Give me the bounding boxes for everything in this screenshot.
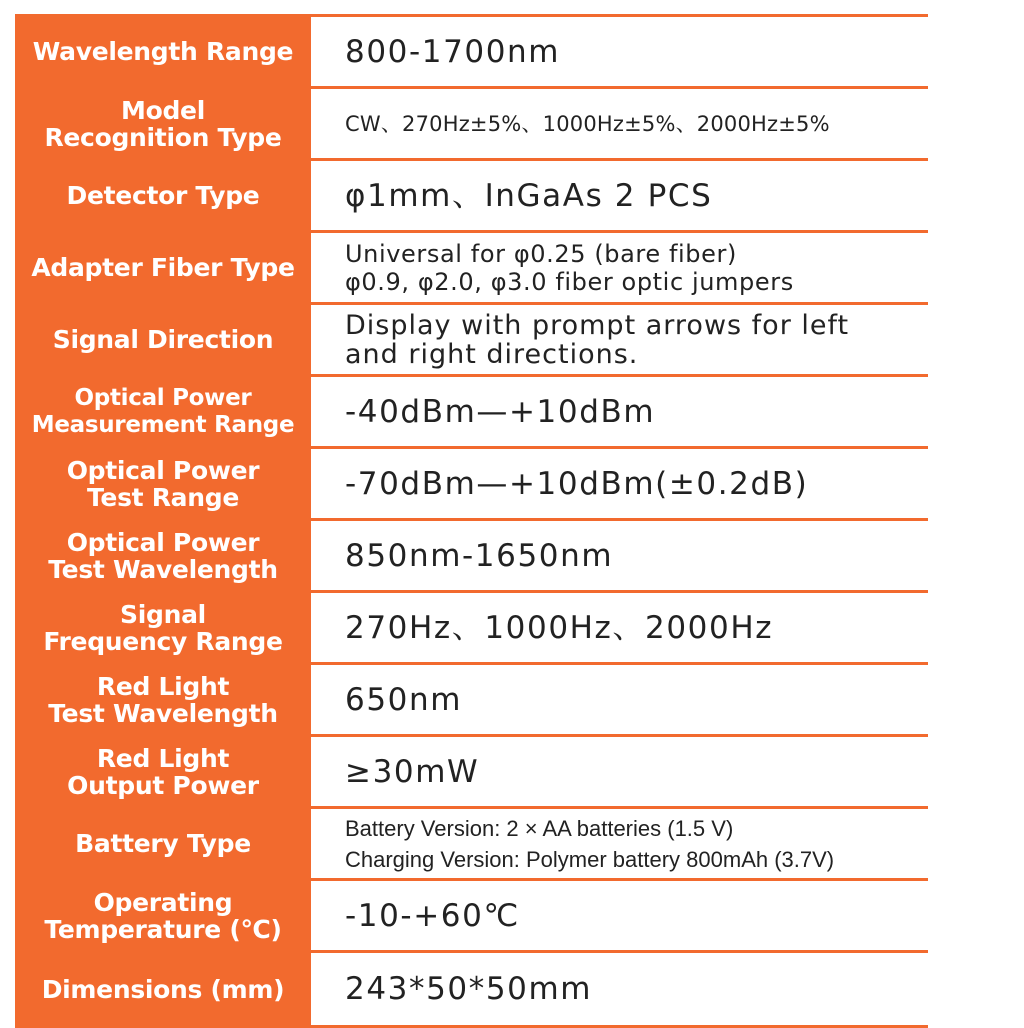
spec-value: 650nm	[314, 665, 928, 734]
spec-row-red-light-test-wavelength	[15, 665, 928, 737]
spec-row-red-light-output-power	[15, 737, 928, 809]
spec-value: Display with prompt arrows for left and right directions.	[314, 305, 928, 374]
spec-value: ≥30mW	[314, 737, 928, 806]
spec-value: CW、270Hz±5%、1000Hz±5%、2000Hz±5%	[314, 89, 928, 158]
spec-row-optical-power-test-wavelength	[15, 521, 928, 593]
spec-value: Universal for φ0.25 (bare fiber) φ0.9, φ2.0, φ3.0 fiber optic jumpers	[314, 233, 928, 302]
spec-label: Optical Power Test Wavelength	[15, 521, 311, 590]
spec-row-dimensions	[15, 953, 928, 1028]
spec-label: Red Light Output Power	[15, 737, 311, 806]
spec-value: -70dBm—+10dBm(±0.2dB)	[314, 449, 928, 518]
spec-label: Optical Power Measurement Range	[15, 377, 311, 446]
spec-row-optical-power-measurement-range	[15, 377, 928, 449]
spec-label: Model Recognition Type	[15, 89, 311, 158]
spec-value: 243*50*50mm	[314, 953, 928, 1025]
spec-label: Adapter Fiber Type	[15, 233, 311, 302]
spec-row-wavelength-range	[15, 17, 928, 89]
spec-label: Wavelength Range	[15, 17, 311, 86]
spec-value: 850nm-1650nm	[314, 521, 928, 590]
spec-row-operating-temperature	[15, 881, 928, 953]
spec-label: Battery Type	[15, 809, 311, 878]
spec-table	[15, 14, 928, 1028]
spec-label: Operating Temperature (℃)	[15, 881, 311, 950]
spec-row-optical-power-test-range	[15, 449, 928, 521]
spec-value: φ1mm、InGaAs 2 PCS	[314, 161, 928, 230]
spec-row-signal-direction	[15, 305, 928, 377]
spec-row-detector-type	[15, 161, 928, 233]
spec-label: Signal Frequency Range	[15, 593, 311, 662]
spec-label: Detector Type	[15, 161, 311, 230]
spec-value: Battery Version: 2 × AA batteries (1.5 V) Charging Version: Polymer battery 800mAh (3.7V)	[314, 809, 928, 878]
spec-label: Signal Direction	[15, 305, 311, 374]
spec-row-model-recognition-type	[15, 89, 928, 161]
spec-value: -40dBm—+10dBm	[314, 377, 928, 446]
spec-label: Optical Power Test Range	[15, 449, 311, 518]
spec-row-adapter-fiber-type	[15, 233, 928, 305]
spec-value: -10-+60℃	[314, 881, 928, 950]
spec-label: Dimensions (mm)	[15, 953, 311, 1025]
spec-value: 800-1700nm	[314, 17, 928, 86]
spec-value: 270Hz、1000Hz、2000Hz	[314, 593, 928, 662]
spec-label: Red Light Test Wavelength	[15, 665, 311, 734]
spec-row-signal-frequency-range	[15, 593, 928, 665]
spec-row-battery-type	[15, 809, 928, 881]
